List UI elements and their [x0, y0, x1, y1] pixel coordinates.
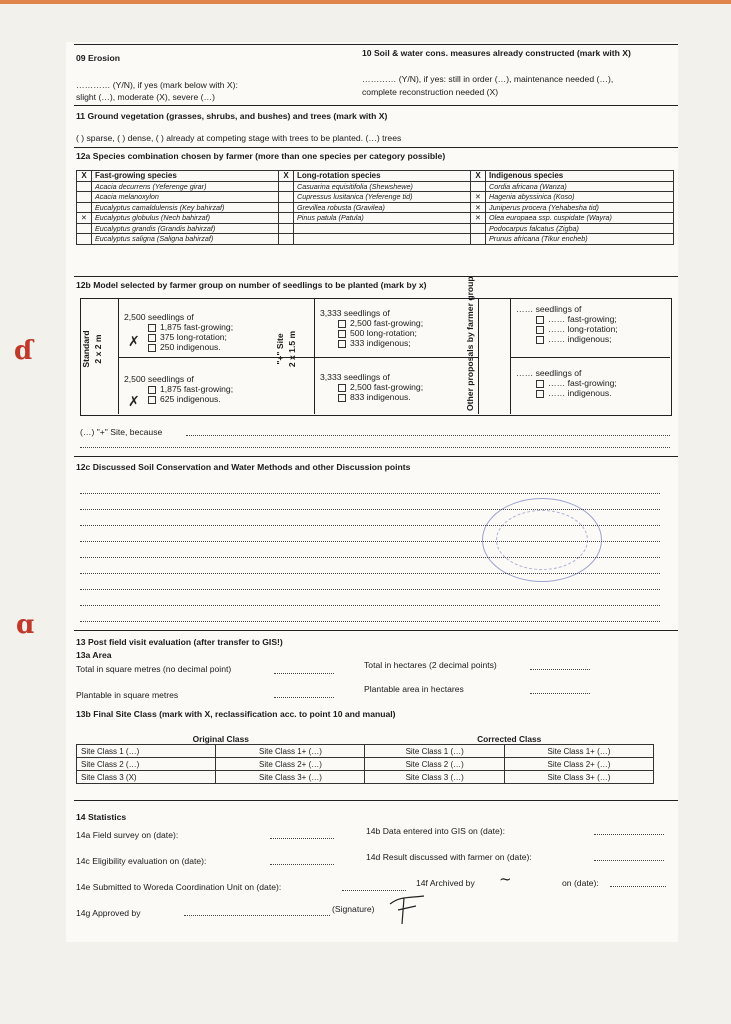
soil-water-title: 10 Soil & water cons. measures already constructed (mark with X)	[362, 48, 631, 58]
fast-species: Eucalyptus saligna (Saligna bahirzaf)	[95, 234, 214, 244]
erosion-line2: slight (…), moderate (X), severe (…)	[76, 92, 215, 102]
option-line: 500 long-rotation;	[350, 328, 417, 338]
ground-vegetation-line: ( ) sparse, ( ) dense, ( ) already at competing stage with trees to be planted. (…) trees	[76, 133, 402, 143]
checkbox[interactable]	[338, 330, 346, 338]
signature-label: (Signature)	[332, 904, 375, 914]
option-line: …… indigenous.	[548, 388, 612, 398]
divider	[74, 456, 678, 457]
option-heading: …… seedlings of	[516, 368, 582, 378]
option-line: 1,875 fast-growing;	[160, 322, 234, 332]
long-species: Grevillea robusta (Gravilea)	[297, 202, 385, 212]
site-class-cell[interactable]: Site Class 1 (…)	[365, 745, 504, 758]
checkbox[interactable]	[338, 340, 346, 348]
species-header: X	[471, 171, 486, 182]
total-ha-field[interactable]	[530, 660, 590, 670]
soil-water-line1: ………… (Y/N), if yes: still in order (…), maintenance needed (…),	[362, 74, 614, 84]
because-field[interactable]	[186, 426, 670, 436]
archived-date[interactable]	[610, 877, 666, 887]
divider	[74, 105, 678, 106]
fast-species: Acacia decurrens (Yeferenge girar)	[95, 181, 207, 191]
plus-option-1	[320, 308, 423, 348]
erosion-title: 09 Erosion	[76, 53, 120, 63]
discussion-line[interactable]	[80, 612, 660, 622]
option-line: 333 indigenous;	[350, 338, 411, 348]
checkbox[interactable]	[536, 316, 544, 324]
result-discussed-label: 14d Result discussed with farmer on (date):	[366, 852, 532, 862]
approver-signature	[386, 890, 430, 930]
option-heading: 2,500 seedlings of	[124, 312, 194, 322]
discussion-line[interactable]	[80, 580, 660, 590]
margin-handwriting-mark: ɗ	[14, 336, 33, 366]
option-heading: 3,333 seedlings of	[320, 308, 390, 318]
standard-dim: 2 x 2 m	[93, 334, 103, 364]
fast-species: Eucalyptus camaldulensis (Key bahirzaf)	[95, 202, 225, 212]
plus-site-label: "+" Site	[275, 333, 285, 365]
woreda-submit-label: 14e Submitted to Woreda Coordination Unit on (date):	[76, 882, 282, 892]
area-title: 13a Area	[76, 650, 112, 660]
fast-species: Eucalyptus grandis (Grandis bahirzaf)	[95, 223, 216, 233]
plus-option-2	[320, 372, 423, 402]
archived-date-label: on (date):	[562, 878, 599, 888]
option-line: …… indigenous;	[548, 334, 612, 344]
because-field-continued[interactable]	[80, 438, 670, 448]
site-class-table	[76, 734, 654, 784]
divider	[314, 357, 478, 358]
plantable-sqm-field[interactable]	[274, 688, 334, 698]
indigenous-species: Podocarpus falcatus (Zigba)	[489, 223, 579, 233]
checkbox[interactable]	[148, 324, 156, 332]
total-sqm-field[interactable]	[274, 664, 334, 674]
discussion-line[interactable]	[80, 532, 660, 542]
option-line: 375 long-rotation;	[160, 332, 227, 342]
archived-signature: ~	[499, 870, 512, 888]
species-header: Fast-growing species	[92, 171, 279, 182]
discussion-line[interactable]	[80, 596, 660, 606]
checkbox[interactable]	[338, 394, 346, 402]
post-visit-title: 13 Post field visit evaluation (after transfer to GIS!)	[76, 637, 283, 647]
approved-by-label: 14g Approved by	[76, 908, 141, 918]
result-discussed-date[interactable]	[594, 851, 664, 861]
plus-site-because: (…) "+" Site, because	[80, 427, 163, 437]
discussion-line[interactable]	[80, 564, 660, 574]
discussion-title: 12c Discussed Soil Conservation and Water Methods and other Discussion points	[76, 462, 411, 472]
statistics-title: 14 Statistics	[76, 812, 127, 822]
soil-water-line2: complete reconstruction needed (X)	[362, 87, 499, 97]
plantable-ha-label: Plantable area in hectares	[364, 684, 464, 694]
indigenous-species: Cordia africana (Wanza)	[489, 181, 567, 191]
checkbox[interactable]	[536, 336, 544, 344]
checkbox[interactable]	[536, 326, 544, 334]
divider	[510, 298, 511, 414]
plus-site-dim: 2 x 1.5 m	[287, 330, 297, 368]
site-class-cell[interactable]: Site Class 3+ (…)	[504, 771, 653, 784]
checkbox[interactable]	[148, 386, 156, 394]
species-header: Indigenous species	[486, 171, 674, 182]
field-survey-label: 14a Field survey on (date):	[76, 830, 179, 840]
standard-label: Standard	[81, 330, 91, 368]
plantable-sqm-label: Plantable in square metres	[76, 690, 179, 700]
species-header: Long-rotation species	[294, 171, 471, 182]
gis-entry-label: 14b Data entered into GIS on (date):	[366, 826, 506, 836]
indigenous-species: Hagenia abyssinica (Koso)	[489, 192, 575, 202]
long-species: Casuarina equisitifolia (Shewshewe)	[297, 181, 413, 191]
divider	[74, 630, 678, 631]
site-class-cell[interactable]: Site Class 3+ (…)	[216, 771, 365, 784]
handwritten-x-mark: ✗	[128, 394, 140, 410]
site-class-cell[interactable]: Site Class 3 (…)	[365, 771, 504, 784]
divider	[478, 298, 479, 414]
fast-species: Eucalyptus globulus (Nech bahirzaf)	[95, 213, 211, 223]
option-line: …… long-rotation;	[548, 324, 618, 334]
species-header: X	[279, 171, 294, 182]
divider	[510, 357, 670, 358]
checkbox[interactable]	[338, 320, 346, 328]
checkbox[interactable]	[338, 384, 346, 392]
site-class-cell[interactable]: Site Class 1+ (…)	[504, 745, 653, 758]
discussion-line[interactable]	[80, 548, 660, 558]
option-line: 250 indigenous.	[160, 342, 221, 352]
standard-option-2	[124, 374, 233, 404]
checkbox[interactable]	[148, 344, 156, 352]
option-line: 625 indigenous.	[160, 394, 221, 404]
site-class-cell[interactable]: Site Class 2 (…)	[365, 758, 504, 771]
margin-handwriting-mark: ɑ	[16, 610, 35, 640]
archived-by-label: 14f Archived by	[416, 878, 475, 888]
species-table: X Fast-growing species X Long-rotation species X Indigenous species Acacia decurrens (Yeferenge girar) Casuarina equisitifolia (Shewshewe) Cordia africana (Wanza) Acacia melanoxylon Cupressus lusitanica (Yeferenge tid) ✕ Hagenia abyssinica (Koso) Eucalyptus camaldulensis (Key bahirzaf) Grevillea robusta (Gravilea) ✕ Juniperus procera (Yehabesha tid) ✕ Eucalyptus globulus (Nech bahirzaf) Pinus patula (Patula) ✕ Olea europaea ssp. cuspidate (Wayra) Eucalyptus grandis (Grandis bahirzaf) Podocarpus falcatus (Zigba) Eucalyptus saligna (Saligna bahirzaf) Prunus africana (Tikur encheb)	[76, 170, 674, 245]
checkbox[interactable]	[536, 390, 544, 398]
eligibility-date[interactable]	[270, 855, 334, 865]
other-proposals-label: Other proposals by farmer group	[465, 276, 475, 411]
handwritten-x-mark: ✗	[128, 334, 140, 350]
eligibility-label: 14c Eligibility evaluation on (date):	[76, 856, 207, 866]
checkbox[interactable]	[148, 396, 156, 404]
site-class-cell[interactable]: Site Class 2+ (…)	[216, 758, 365, 771]
indigenous-species: Prunus africana (Tikur encheb)	[489, 234, 588, 244]
long-species: Cupressus lusitanica (Yeferenge tid)	[297, 192, 413, 202]
field-survey-date[interactable]	[270, 829, 334, 839]
long-species: Pinus patula (Patula)	[297, 213, 364, 223]
other-option-2	[516, 368, 617, 398]
total-sqm-label: Total in square metres (no decimal point)	[76, 664, 232, 674]
gis-entry-date[interactable]	[594, 825, 664, 835]
discussion-line[interactable]	[80, 516, 660, 526]
option-line: …… fast-growing;	[548, 378, 617, 388]
divider	[74, 44, 678, 45]
final-class-title: 13b Final Site Class (mark with X, reclassification acc. to point 10 and manual)	[76, 709, 396, 719]
divider	[74, 276, 678, 277]
site-class-cell[interactable]: Site Class 3 (X)	[77, 771, 216, 784]
checkbox[interactable]	[148, 334, 156, 342]
total-ha-label: Total in hectares (2 decimal points)	[364, 660, 497, 670]
approver-name-field[interactable]	[184, 906, 330, 916]
checkbox[interactable]	[536, 380, 544, 388]
option-line: 2,500 fast-growing;	[350, 318, 424, 328]
fast-species: Acacia melanoxylon	[95, 192, 159, 202]
indigenous-species: Juniperus procera (Yehabesha tid)	[489, 202, 599, 212]
discussion-line[interactable]	[80, 500, 660, 510]
option-heading: 3,333 seedlings of	[320, 372, 390, 382]
species-title: 12a Species combination chosen by farmer (more than one species per category possible)	[76, 151, 446, 161]
option-heading: …… seedlings of	[516, 304, 582, 314]
plantable-ha-field[interactable]	[530, 684, 590, 694]
divider	[74, 147, 678, 148]
corrected-class-header: Corrected Class	[477, 734, 542, 744]
indigenous-species: Olea europaea ssp. cuspidate (Wayra)	[489, 213, 612, 223]
model-title: 12b Model selected by farmer group on number of seedlings to be planted (mark by x)	[76, 280, 427, 290]
divider	[74, 800, 678, 801]
option-line: 2,500 fast-growing;	[350, 382, 424, 392]
option-heading: 2,500 seedlings of	[124, 374, 194, 384]
option-line: 1,875 fast-growing;	[160, 384, 234, 394]
erosion-line1: ………… (Y/N), if yes (mark below with X):	[76, 80, 238, 90]
original-class-header: Original Class	[192, 734, 249, 744]
option-line: …… fast-growing;	[548, 314, 617, 324]
standard-option-1	[124, 312, 233, 352]
ground-vegetation-title: 11 Ground vegetation (grasses, shrubs, and bushes) and trees (mark with X)	[76, 111, 388, 121]
divider	[314, 298, 315, 414]
page-top-edge	[0, 0, 731, 4]
discussion-line[interactable]	[80, 484, 660, 494]
other-option-1	[516, 304, 618, 344]
site-class-cell[interactable]: Site Class 1 (…)	[77, 745, 216, 758]
site-class-cell[interactable]: Site Class 2+ (…)	[504, 758, 653, 771]
site-class-cell[interactable]: Site Class 2 (…)	[77, 758, 216, 771]
divider	[118, 298, 119, 414]
site-class-cell[interactable]: Site Class 1+ (…)	[216, 745, 365, 758]
species-header: X	[77, 171, 92, 182]
option-line: 833 indigenous.	[350, 392, 411, 402]
